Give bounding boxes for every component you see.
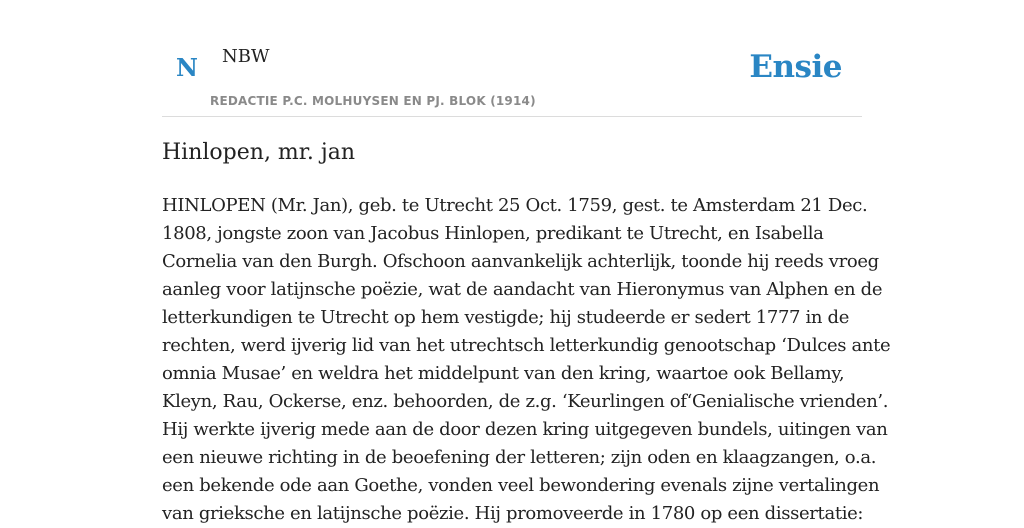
body-line: Hij werkte ijverig mede aan de door dezen kring uitgegeven bundels, uitingen van	[162, 419, 888, 440]
source-logo[interactable]: N	[176, 53, 198, 82]
body-line: aanleg voor latijnsche poëzie, wat de aandacht van Hieronymus van Alphen en de	[162, 279, 883, 300]
body-line: Kleyn, Rau, Ockerse, enz. behoorden, de z.g. ‘Keurlingen of‘Genialische vrienden’.	[162, 391, 889, 412]
entry-body	[162, 192, 891, 528]
body-line: van grieksche en latijnsche poëzie. Hij promoveerde in 1780 op een dissertatie:	[162, 503, 864, 524]
source-name[interactable]: NBW	[222, 46, 270, 67]
entry-title: Hinlopen, mr. jan	[162, 140, 355, 165]
body-line: 1808, jongste zoon van Jacobus Hinlopen, predikant te Utrecht, en Isabella	[162, 223, 824, 244]
page	[162, 0, 891, 524]
brand-logo[interactable]: Ensie	[749, 49, 842, 85]
body-line: een bekende ode aan Goethe, vonden veel bewondering evenals zijne vertalingen	[162, 475, 880, 496]
body-line: letterkundigen te Utrecht op hem vestigde; hij studeerde er sedert 1777 in de	[162, 307, 850, 328]
body-line: een nieuwe richting in de beoefening der letteren; zijn oden en klaagzangen, o.a.	[162, 447, 877, 468]
source-editors: REDACTIE P.C. MOLHUYSEN EN PJ. BLOK (1914)	[210, 94, 536, 108]
body-line: omnia Musae’ en weldra het middelpunt van den kring, waartoe ook Bellamy,	[162, 363, 845, 384]
body-line: Cornelia van den Burgh. Ofschoon aanvankelijk achterlijk, toonde hij reeds vroeg	[162, 251, 879, 272]
body-line: rechten, werd ijverig lid van het utrechtsch letterkundig genootschap ‘Dulces ante	[162, 335, 891, 356]
header	[162, 0, 862, 117]
body-line: HINLOPEN (Mr. Jan), geb. te Utrecht 25 Oct. 1759, gest. te Amsterdam 21 Dec.	[162, 195, 868, 216]
